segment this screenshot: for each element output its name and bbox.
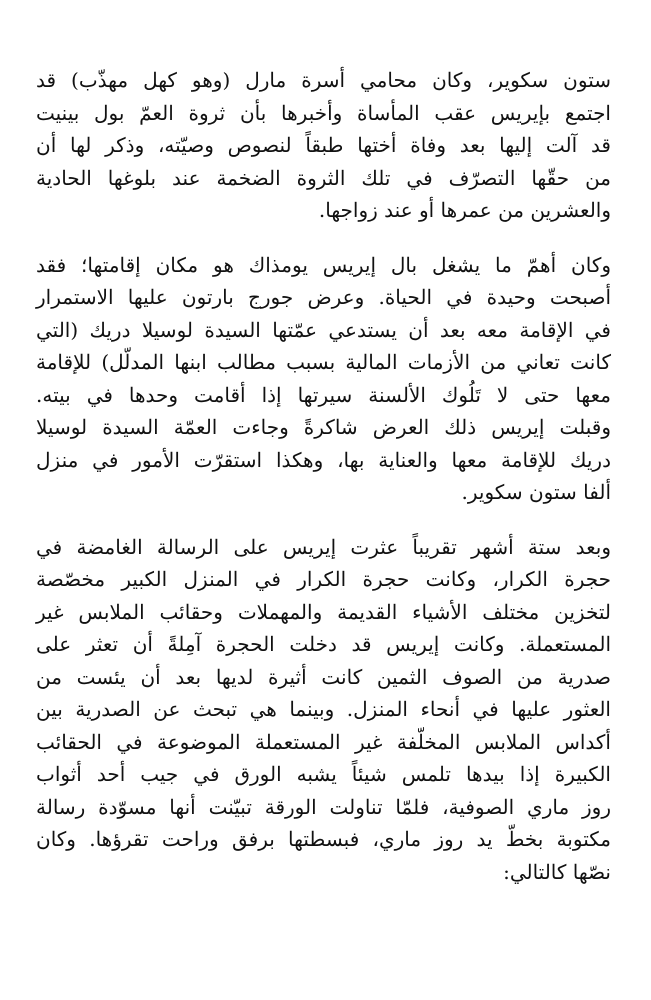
text-line: نصّها كالتالي:	[503, 859, 611, 884]
paragraph-gap	[36, 509, 611, 531]
text-line: والعشرين من عمرها أو عند زواجها.	[318, 198, 611, 222]
text-line: حجرة الكرار، وكانت حجرة الكرار في المنزل الكبير مخصّصة	[36, 567, 611, 591]
text-line: وكان أهمّ ما يشغل بال إيريس يومذاك هو مكان إقامتها؛ فقد	[36, 252, 611, 277]
text-line: العثور عليها في أنحاء المنزل. وبينما هي تبحث عن الصدرية بين	[36, 697, 611, 721]
text-line: ألفا ستون سكوير.	[461, 480, 611, 504]
text-line: قد آلت إليها بعد وفاة أختها طبقاً لنصوص وصيّته، وذكر لها أن	[36, 133, 611, 157]
text-line: روز ماري الصوفية، فلمّا تناولت الورقة تبيّنت أنها مسوّدة رسالة	[36, 794, 611, 819]
text-line: وبعد ستة أشهر تقريباً عثرت إيريس على الرسالة الغامضة في	[36, 534, 611, 559]
paragraph-1	[36, 64, 611, 227]
text-line: مكتوبة بخطّ يد روز ماري، فبسطتها برفق وراحت تقرؤها. وكان	[36, 827, 611, 851]
text-line: معها حتى لا تَلُوك الألسنة سيرتها إذا أقامت وحدها في بيته.	[36, 382, 611, 407]
text-line: في الإقامة معه بعد أن يستدعي عمّتها السيدة لوسيلا دريك (التي	[36, 317, 611, 342]
text-line: دريك للإقامة معها والعناية بها، وهكذا استقرّت الأمور في منزل	[36, 447, 611, 472]
paragraph-gap	[36, 227, 611, 249]
paragraph-2	[36, 249, 611, 509]
text-line: من حقّها التصرّف في تلك الثروة الضخمة عند بلوغها الحادية	[36, 165, 611, 190]
paragraph-3	[36, 531, 611, 889]
text-line: الكبيرة إذا بيدها تلمس شيئاً يشبه الورق في جيب أحد أثواب	[36, 762, 611, 786]
text-line: المستعملة. وكانت إيريس قد دخلت الحجرة آمِلةً أن تعثر على	[36, 632, 612, 656]
text-line: صدرية من الصوف الثمين كانت أثيرة لديها بعد أن يئست من	[36, 664, 611, 689]
text-line: أكداس الملابس المخلّفة غير المستعملة الموضوعة في الحقائب	[36, 729, 611, 754]
text-line: ستون سكوير، وكان محامي أسرة مارل (وهو كهل مهذّب) قد	[36, 68, 611, 92]
text-line: اجتمع بإيريس عقب المأساة وأخبرها بأن ثروة العمّ بول بينيت	[36, 100, 611, 125]
text-line: وقبلت إيريس ذلك العرض شاكرةً وجاءت العمّة السيدة لوسيلا	[36, 415, 611, 439]
text-line: لتخزين مختلف الأشياء القديمة والمهملات وحقائب الملابس غير	[36, 599, 611, 624]
text-line: كانت تعاني من الأزمات المالية بسبب مطالب ابنها المدلّل) للإقامة	[36, 350, 611, 374]
text-line: أصبحت وحيدة في الحياة. وعرض جورج بارتون عليها الاستمرار	[36, 285, 611, 309]
